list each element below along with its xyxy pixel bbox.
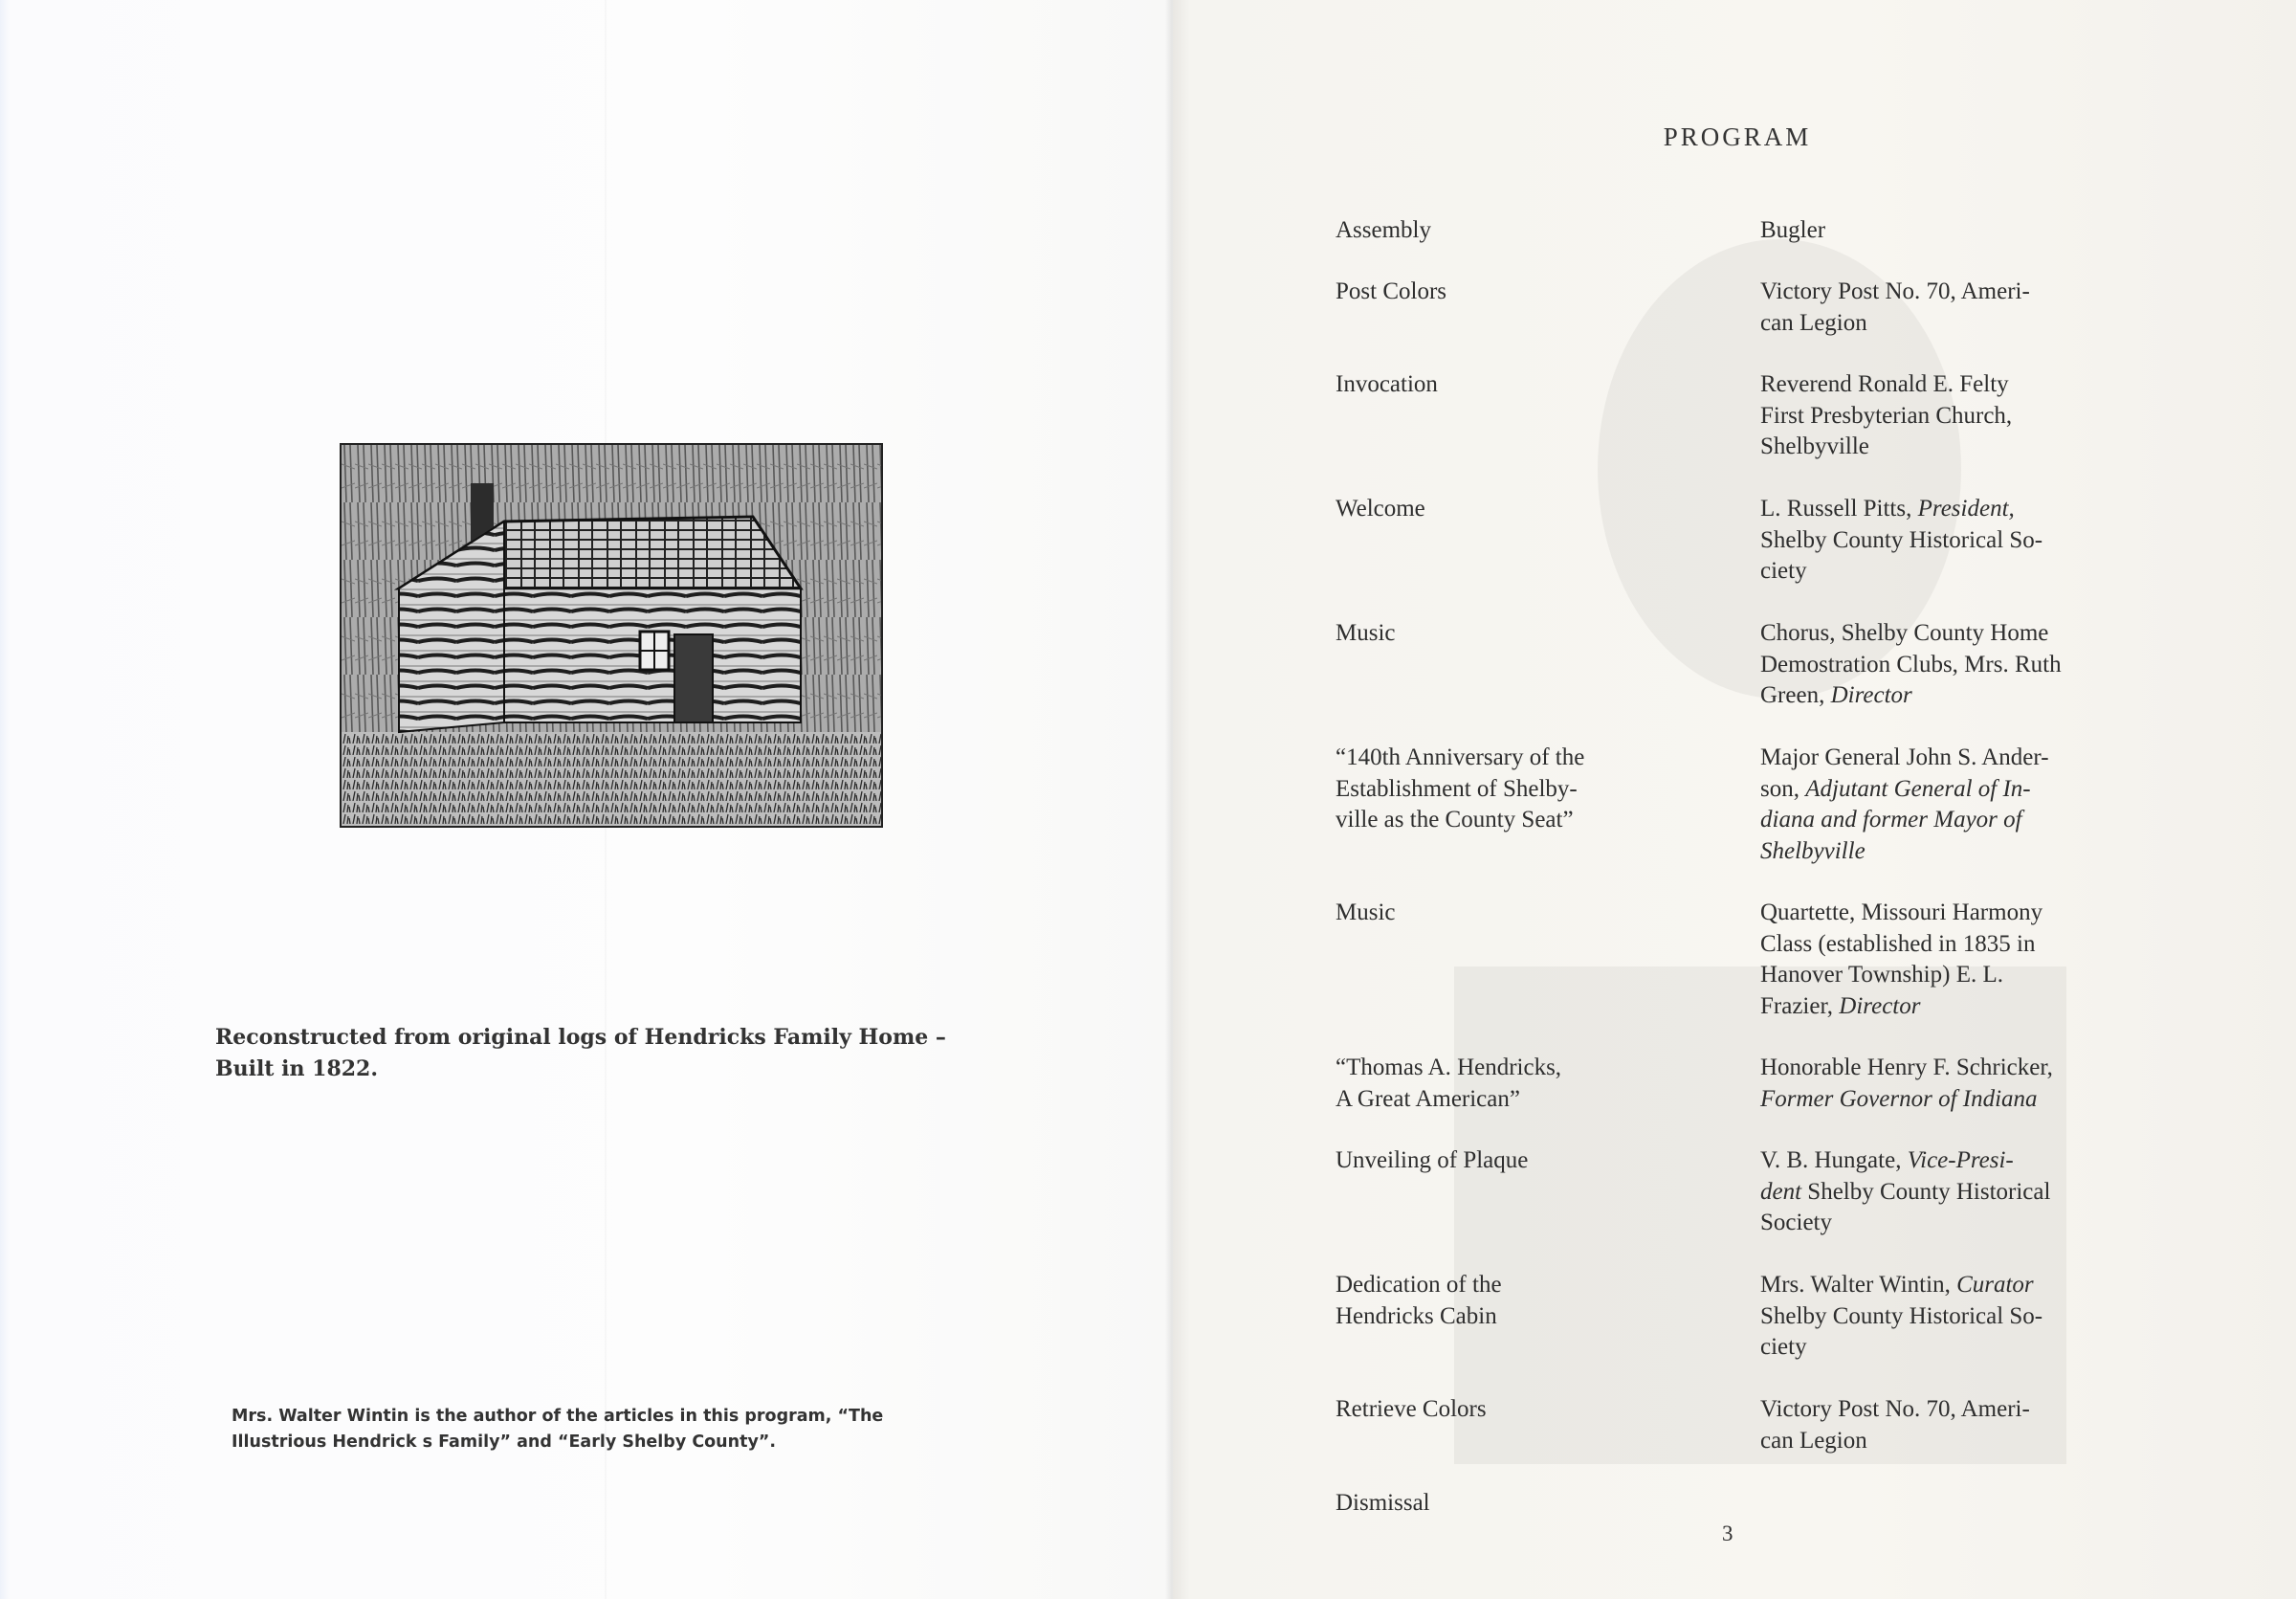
program-event — [1336, 1270, 1737, 1332]
detail-text: Victory Post No. 70, Ameri- — [1760, 1396, 2030, 1422]
detail-line — [1760, 1084, 2137, 1116]
program-detail — [1760, 369, 2137, 463]
event-line: Dedication of the — [1336, 1272, 1502, 1298]
detail-italic-text: diana and former Mayor of — [1760, 807, 2022, 833]
detail-line — [1760, 1394, 2137, 1426]
detail-line — [1760, 680, 2137, 712]
event-line: Dismissal — [1336, 1490, 1430, 1516]
note-line: Mrs. Walter Wintin is the author of the articles in this program, “The — [232, 1407, 884, 1426]
detail-line — [1760, 525, 2137, 557]
program-event — [1336, 1394, 1737, 1426]
detail-line — [1760, 1332, 2137, 1364]
detail-italic-text: Vice-Presi- — [1907, 1147, 2014, 1173]
detail-line — [1760, 494, 2137, 525]
detail-line — [1760, 1177, 2137, 1209]
event-line: A Great American” — [1336, 1085, 1520, 1112]
detail-text: Chorus, Shelby County Home — [1760, 620, 2049, 646]
event-line: Music — [1336, 899, 1396, 925]
detail-line — [1760, 308, 2137, 340]
program-title: PROGRAM — [1663, 122, 1812, 151]
event-line: “Thomas A. Hendricks, — [1336, 1055, 1562, 1080]
log-cabin-illustration — [340, 443, 883, 828]
program-event — [1336, 1488, 1737, 1520]
detail-text: Bugler — [1760, 217, 1826, 243]
log-cabin-icon — [342, 445, 881, 826]
detail-italic-text: Shelbyville — [1760, 837, 1866, 864]
author-note — [232, 1404, 1016, 1455]
detail-italic-text: Curator — [1956, 1272, 2034, 1298]
program-detail — [1760, 1053, 2137, 1115]
program-event — [1336, 494, 1737, 525]
detail-italic-text: Director — [1839, 992, 1921, 1019]
page-number: 3 — [1722, 1521, 1733, 1545]
detail-line — [1760, 1053, 2137, 1084]
detail-line — [1760, 1301, 2137, 1333]
event-line: Unveiling of Plaque — [1336, 1147, 1529, 1173]
program-event — [1336, 1145, 1737, 1177]
detail-line — [1760, 618, 2137, 650]
detail-text: son, — [1760, 775, 1806, 802]
program-event — [1336, 898, 1737, 929]
detail-text: Reverend Ronald E. Felty — [1760, 371, 2009, 397]
detail-text: Shelbyville — [1760, 433, 1869, 459]
program-event — [1336, 369, 1737, 401]
program-detail — [1760, 1394, 2137, 1456]
program-detail — [1760, 1145, 2137, 1239]
note-line: Illustrious Hendrick s Family” and “Early Shelby County”. — [232, 1432, 777, 1452]
detail-line — [1760, 836, 2137, 868]
detail-text: Quartette, Missouri Harmony — [1760, 899, 2043, 925]
detail-line — [1760, 401, 2137, 433]
program-detail — [1760, 494, 2137, 588]
program-event — [1336, 743, 1737, 836]
event-line: Invocation — [1336, 371, 1438, 397]
detail-line — [1760, 277, 2137, 308]
detail-line — [1760, 1270, 2137, 1301]
program-detail — [1760, 898, 2137, 1022]
detail-text: Shelby County Historical So- — [1760, 1302, 2043, 1329]
detail-text: Victory Post No. 70, Ameri- — [1760, 278, 2030, 304]
detail-line — [1760, 1426, 2137, 1457]
detail-italic-text: President, — [1917, 496, 2015, 522]
cabin-caption — [215, 1022, 1000, 1085]
detail-text: Class (established in 1835 in — [1760, 930, 2036, 957]
detail-text: can Legion — [1760, 309, 1867, 336]
event-line: Post Colors — [1336, 278, 1447, 304]
detail-line — [1760, 556, 2137, 588]
program-event — [1336, 1053, 1737, 1115]
detail-line — [1760, 960, 2137, 991]
detail-line — [1760, 743, 2137, 774]
detail-line — [1760, 991, 2137, 1023]
program-event — [1336, 277, 1737, 308]
detail-text: can Legion — [1760, 1427, 1867, 1454]
detail-text: ciety — [1760, 1334, 1807, 1360]
event-line: Retrieve Colors — [1336, 1396, 1487, 1422]
detail-text: Frazier, — [1760, 992, 1840, 1019]
detail-italic-text: Former Governor of Indiana — [1760, 1085, 2038, 1112]
caption-line: Reconstructed from original logs of Hendricks Family Home – — [215, 1025, 946, 1050]
detail-line — [1760, 929, 2137, 961]
event-line: Hendricks Cabin — [1336, 1302, 1497, 1329]
detail-italic-text: Director — [1830, 682, 1912, 708]
event-line: Establishment of Shelby- — [1336, 775, 1578, 802]
detail-line — [1760, 369, 2137, 401]
program-detail — [1760, 277, 2137, 339]
detail-text: Shelby County Historical — [1801, 1178, 2051, 1205]
event-line: Assembly — [1336, 217, 1431, 243]
program-event — [1336, 215, 1737, 247]
detail-text: V. B. Hungate, — [1760, 1147, 1908, 1173]
detail-line — [1760, 774, 2137, 806]
detail-text: Major General John S. Ander- — [1760, 744, 2049, 770]
detail-text: ciety — [1760, 558, 1807, 584]
detail-line — [1760, 898, 2137, 929]
detail-text: Honorable Henry F. Schricker, — [1760, 1055, 2053, 1080]
detail-text: Green, — [1760, 682, 1831, 708]
program-detail — [1760, 215, 2137, 247]
detail-line — [1760, 650, 2137, 681]
detail-italic-text: dent — [1760, 1178, 1802, 1205]
detail-text: First Presbyterian Church, — [1760, 402, 2013, 429]
event-line: “140th Anniversary of the — [1336, 744, 1585, 770]
detail-line — [1760, 215, 2137, 247]
detail-text: Hanover Township) E. L. — [1760, 962, 2003, 988]
detail-text: Demostration Clubs, Mrs. Ruth — [1760, 651, 2062, 677]
detail-line — [1760, 432, 2137, 463]
detail-text: Mrs. Walter Wintin, — [1760, 1272, 1957, 1298]
program-detail — [1760, 618, 2137, 712]
event-line: ville as the County Seat” — [1336, 807, 1574, 833]
detail-text: Society — [1760, 1210, 1832, 1235]
program-detail — [1760, 1270, 2137, 1364]
detail-text: L. Russell Pitts, — [1760, 496, 1918, 522]
detail-text: Shelby County Historical So- — [1760, 526, 2043, 553]
caption-line: Built in 1822. — [215, 1056, 379, 1081]
detail-italic-text: Adjutant General of In- — [1805, 775, 2031, 802]
detail-line — [1760, 1145, 2137, 1177]
program-detail — [1760, 743, 2137, 867]
event-line: Music — [1336, 620, 1396, 646]
event-line: Welcome — [1336, 496, 1425, 522]
detail-line — [1760, 1208, 2137, 1239]
program-event — [1336, 618, 1737, 650]
detail-line — [1760, 805, 2137, 836]
